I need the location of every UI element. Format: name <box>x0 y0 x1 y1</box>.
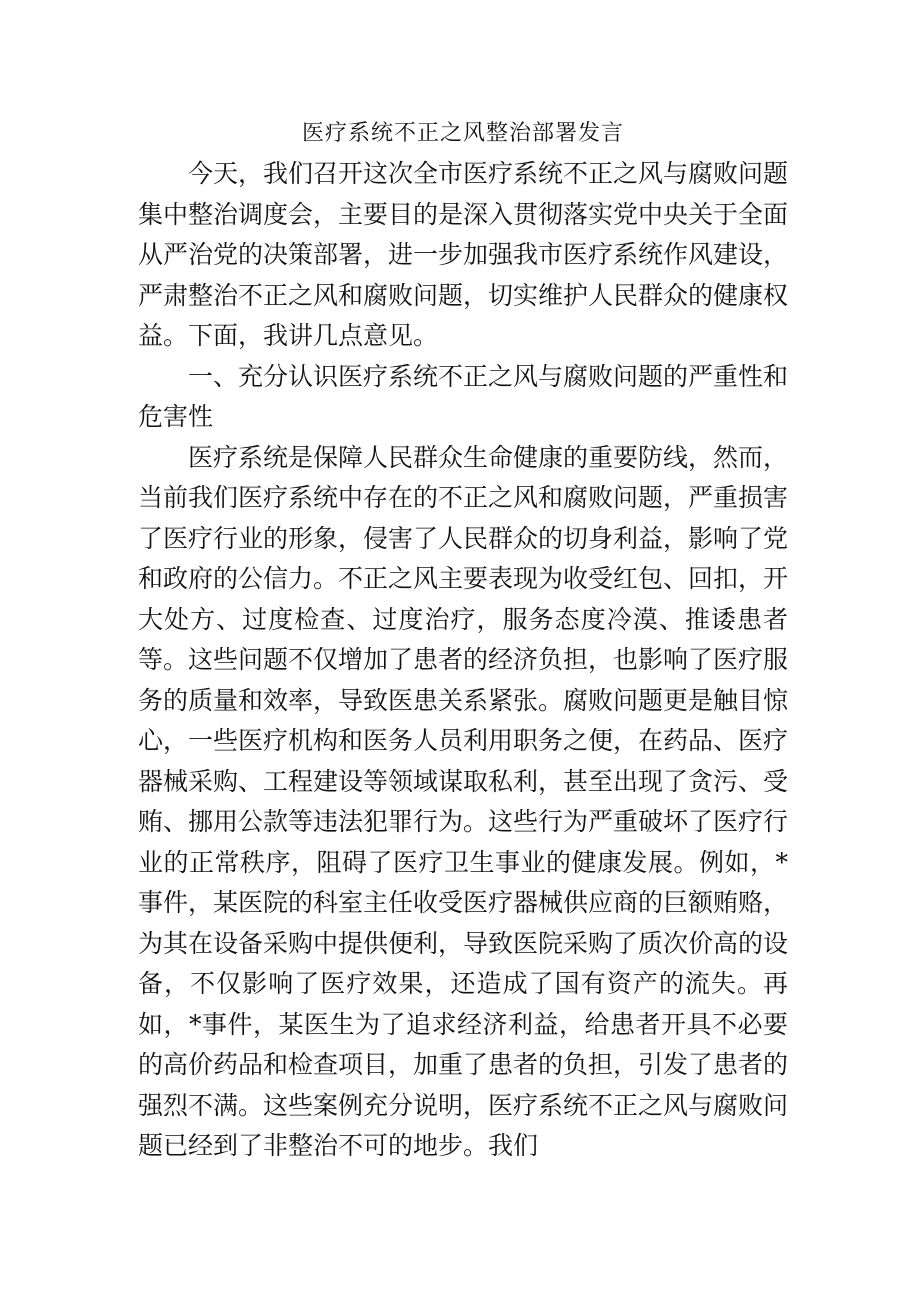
paragraph-intro: 今天，我们召开这次全市医疗系统不正之风与腐败问题集中整治调度会，主要目的是深入贯彻落实党中央关于全面从严治党的决策部署，进一步加强我市医疗系统作风建设，严肃整治不正之风和腐败问题，切实维护人民群众的健康权益。下面，我讲几点意见。 <box>138 159 789 350</box>
document-title: 医疗系统不正之风整治部署发言 <box>301 121 624 146</box>
document-body <box>138 154 788 1167</box>
section-heading-1: 一、充分认识医疗系统不正之风与腐败问题的严重性和危害性 <box>138 361 789 431</box>
paragraph-section-1: 医疗系统是保障人民群众生命健康的重要防线，然而，当前我们医疗系统中存在的不正之风和腐败问题，严重损害了医疗行业的形象，侵害了人民群众的切身利益，影响了党和政府的公信力。不正之风主要表现为收受红包、回扣，开大处方、过度检查、过度治疗，服务态度冷漠、推诿患者等。这些问题不仅增加了患者的经济负担，也影响了医疗服务的质量和效率，导致医患关系紧张。腐败问题更是触目惊心，一些医疗机构和医务人员利用职务之便，在药品、医疗器械采购、工程建设等领域谋取私利，甚至出现了贪污、受贿、挪用公款等违法犯罪行为。这些行为严重破坏了医疗行业的正常秩序，阻碍了医疗卫生事业的健康发展。例如，*事件，某医院的科室主任收受医疗器械供应商的巨额贿赂，为其在设备采购中提供便利，导致医院采购了质次价高的设备，不仅影响了医疗效果，还造成了国有资产的流失。再如，*事件，某医生为了追求经济利益，给患者开具不必要的高价药品和检查项目，加重了患者的负担，引发了患者的强烈不满。这些案例充分说明，医疗系统不正之风与腐败问题已经到了非整治不可的地步。我们 <box>138 442 789 1160</box>
